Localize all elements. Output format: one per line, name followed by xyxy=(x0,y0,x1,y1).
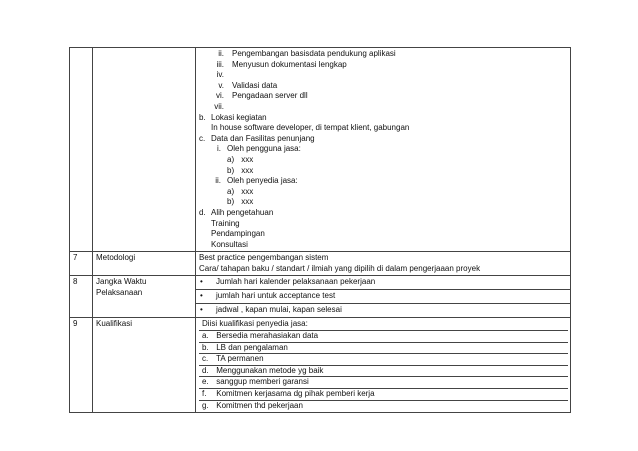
no-cell: 9 xyxy=(70,318,93,413)
section-text-b: In house software developer, di tempat klient, gabungan xyxy=(211,123,410,133)
list-item: a. Bersedia merahasiakan data xyxy=(199,330,568,342)
aspect-cell: Metodologi xyxy=(93,252,196,276)
detail-intro: Diisi kualifikasi penyedia jasa: xyxy=(202,319,308,329)
table-row xyxy=(70,252,571,276)
list-item: vii. xyxy=(214,101,224,111)
section-heading-b: b. Lokasi kegiatan xyxy=(199,112,267,122)
list-item: b. LB dan pengalaman xyxy=(199,342,568,354)
section-heading-d: d. Alih pengetahuan xyxy=(199,207,274,217)
list-item: ii. Oleh penyedia jasa: xyxy=(215,176,298,186)
list-item: b) xxx xyxy=(227,165,254,175)
list-item: e. sanggup memberi garansi xyxy=(199,376,568,388)
detail-line: Best practice pengembangan sistem xyxy=(199,253,329,263)
list-item: Pendampingan xyxy=(211,229,265,239)
detail-line: Cara/ tahapan baku / standart / ilmiah yang dipilih di dalam pengerjaaan proyek xyxy=(199,263,481,273)
aspect-cell xyxy=(93,48,196,252)
list-item: • jumlah hari untuk acceptance test xyxy=(196,290,570,304)
list-item: • Jumlah hari kalender pelaksanaan pekerjaan xyxy=(196,276,570,290)
section-heading-c: c. Data dan Fasilitas penunjang xyxy=(199,133,315,143)
specification-table xyxy=(69,47,571,413)
list-item: i. Oleh pengguna jasa: xyxy=(217,144,301,154)
list-item: ii. Pengembangan basisdata pendukung aplikasi xyxy=(218,49,396,58)
bullet-icon: • xyxy=(200,305,203,315)
bullet-icon: • xyxy=(200,277,203,287)
detail-cell xyxy=(196,276,571,318)
no-cell: 7 xyxy=(70,252,93,276)
table-row xyxy=(70,276,571,318)
detail-cell xyxy=(196,318,571,413)
list-item: iii. Menyusun dokumentasi lengkap xyxy=(216,59,347,69)
list-item: iv. xyxy=(216,70,224,80)
list-item: a) xxx xyxy=(227,154,254,164)
list-item: • jadwal , kapan mulai, kapan selesai xyxy=(200,305,342,315)
list-item: b) xxx xyxy=(227,197,254,207)
table-row xyxy=(70,48,571,252)
bullet-icon: • xyxy=(200,291,203,301)
list-item: a) xxx xyxy=(227,186,254,196)
list-item: d. Menggunakan metode yg baik xyxy=(199,365,568,377)
list-item: Training xyxy=(211,218,240,228)
detail-cell xyxy=(196,48,571,252)
table-row xyxy=(70,318,571,413)
no-cell: 8 xyxy=(70,276,93,318)
list-item: g. Komitmen thd pekerjaan xyxy=(199,400,568,412)
list-item: v. Validasi data xyxy=(218,80,278,90)
list-item: c. TA permanen xyxy=(199,353,568,365)
aspect-cell: Kualifikasi xyxy=(93,318,196,413)
no-cell xyxy=(70,48,93,252)
list-item: vi. Pengadaan server dll xyxy=(216,91,308,101)
aspect-cell: Jangka Waktu Pelaksanaan xyxy=(93,276,196,318)
list-item: Konsultasi xyxy=(211,239,248,249)
list-item: f. Komitmen kerjasama dg pihak pemberi kerja xyxy=(199,388,568,400)
detail-cell xyxy=(196,252,571,276)
